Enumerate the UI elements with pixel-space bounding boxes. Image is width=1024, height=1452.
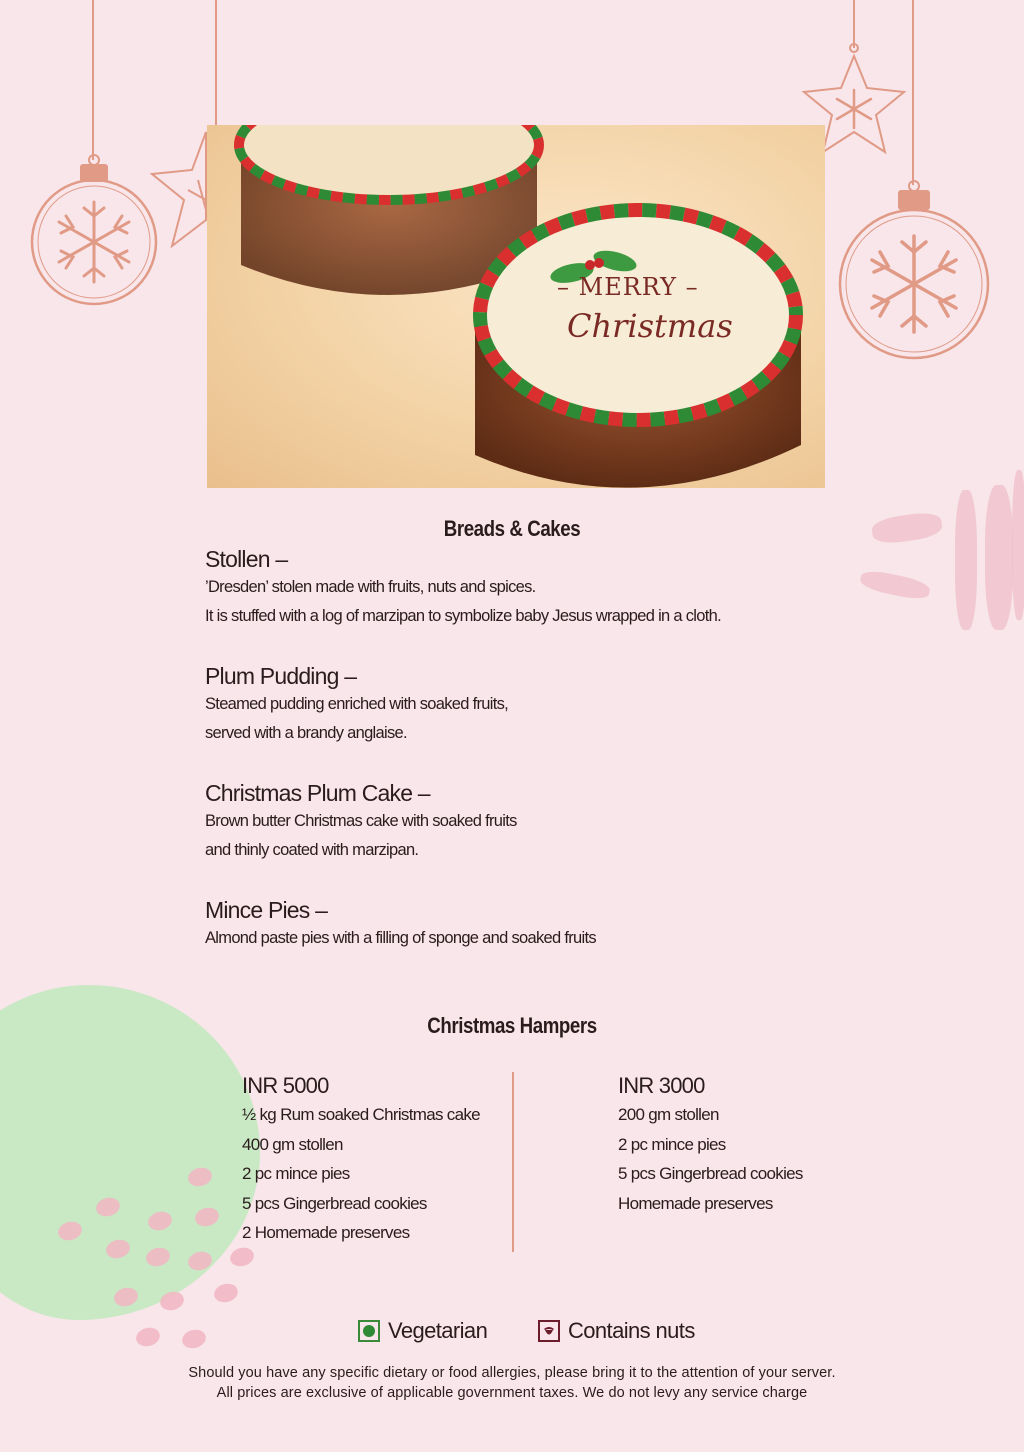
item-description-line: Steamed pudding enriched with soaked fruits, [205,695,509,713]
legend-label: Contains nuts [568,1318,695,1343]
hamper-content-line: 5 pcs Gingerbread cookies [242,1193,427,1213]
item-description-line: served with a brandy anglaise. [205,724,407,742]
ornament-string [92,0,94,160]
vegetarian-icon [358,1320,380,1342]
christmas-hampers-heading: Christmas Hampers [427,1013,597,1038]
ornament-string [215,0,217,130]
hamper-content-line: 2 Homemade preserves [242,1223,410,1242]
hamper-content-line: 400 gm stollen [242,1134,343,1154]
legend-vegetarian [358,1318,487,1344]
item-description [205,573,721,631]
footer-note [0,1363,1024,1403]
hamper-inr-5000 [242,1072,480,1248]
hamper-price: INR 5000 [242,1073,329,1098]
ornament-string [912,0,914,185]
item-description [205,807,517,865]
hamper-content-line: 2 pc mince pies [618,1134,726,1154]
christmas-cake-photo [207,125,825,488]
ornament-string [853,0,855,48]
menu-item-plum-pudding [205,662,508,748]
hamper-content-line: Homemade preserves [618,1193,773,1213]
menu-item-mince-pies [205,896,596,953]
breads-cakes-heading: Breads & Cakes [443,516,581,541]
hamper-content-line: ½ kg Rum soaked Christmas cake [242,1105,480,1124]
legend-contains-nuts [538,1318,695,1344]
cake-text-merry: – MERRY – [557,273,699,301]
hamper-divider [512,1072,514,1252]
hamper-content-line: 5 pcs Gingerbread cookies [618,1164,803,1183]
item-description-line: Almond paste pies with a filling of sponge and soaked fruits [205,929,596,947]
hamper-price: INR 3000 [618,1073,705,1098]
footer-line: All prices are exclusive of applicable government taxes. We do not levy any service charge [216,1385,808,1401]
item-description [205,924,596,953]
nut-icon [538,1320,560,1342]
snowflake-bauble-right-icon [836,176,992,362]
item-description-line: It is stuffed with a log of marzipan to symbolize baby Jesus wrapped in a cloth. [205,607,721,625]
cake-text-christmas: Christmas [567,307,733,345]
item-name: Plum Pudding – [205,663,357,689]
snowflake-bauble-left-icon [28,150,160,310]
item-description-line: and thinly coated with marzipan. [205,841,419,859]
item-name: Mince Pies – [205,897,328,923]
star-ornament-left-icon [148,130,208,252]
item-name: Christmas Plum Cake – [205,780,430,806]
legend-label: Vegetarian [388,1318,488,1343]
menu-item-christmas-plum-cake [205,779,517,865]
item-name: Stollen – [205,546,288,572]
item-description-line: Brown butter Christmas cake with soaked fruits [205,812,517,830]
hamper-inr-3000 [618,1072,803,1218]
hamper-content-line: 200 gm stollen [618,1105,719,1124]
footer-line: Should you have any specific dietary or food allergies, please bring it to the attention of your server. [188,1365,836,1381]
menu-item-stollen [205,545,721,631]
item-description-line: ’Dresden’ stolen made with fruits, nuts and spices. [205,578,536,596]
item-description [205,690,508,748]
hamper-content-line: 2 pc mince pies [242,1164,350,1183]
